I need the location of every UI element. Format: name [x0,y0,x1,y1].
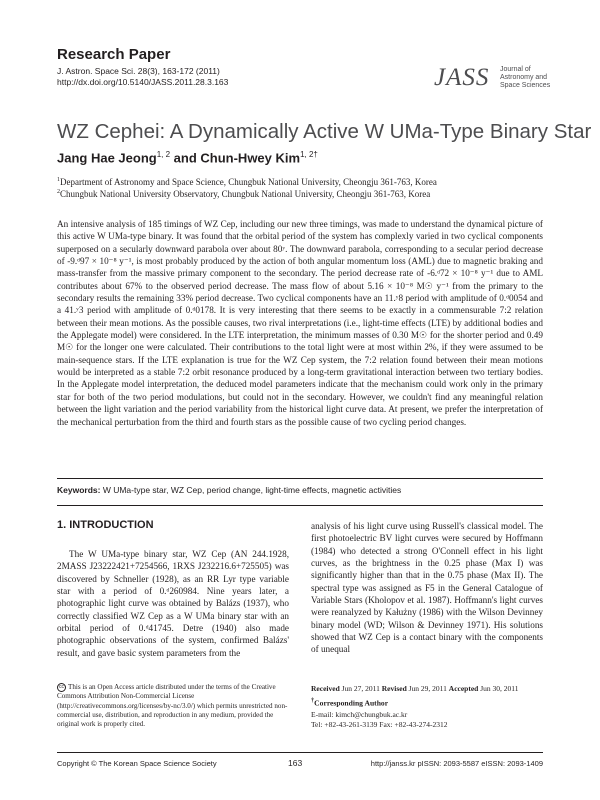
body-column-right: analysis of his light curve using Russell's classical model. The first photoelectric BV light curves were secured by Hoffmann (1984) who detected a strong O'Connell effect in his light curves, as the brightness in the 0.25 phase (Max I) was significantly higher than that in the 0.75 phase (Max II). The spectral type was assigned as F5 in the General Catalogue of Variable Stars (Kholopov et al. 1987). Hoffmann's light curves were reanalyzed by Kałużny (1986) with the Wilson Devinney binary model (WD; Wilson & Devinney 1971). His solutions showed that WZ Cep is a contact binary with the components of unequal [311,521,543,655]
divider [57,478,543,479]
keywords-label: Keywords: [57,485,101,495]
affiliation-mark: 1 [57,177,60,183]
divider [57,752,543,753]
revised-date: Jun 29, 2011 [406,684,449,693]
author-name: Jang Hae Jeong [57,150,157,166]
received-date: Jun 27, 2011 [339,684,382,693]
journal-logo-line: Journal of [500,66,531,73]
author-affiliation-mark: 1, 2 [156,150,171,159]
footer-copyright: Copyright © The Korean Space Science Society [57,759,217,768]
journal-logo [434,64,554,98]
keywords [57,485,401,495]
corresponding-mark: † [311,697,315,704]
accepted-date: Jun 30, 2011 [478,684,519,693]
keywords-list: W UMa-type star, WZ Cep, period change, light-time effects, magnetic activities [100,485,402,495]
license-text: This is an Open Access article distributed under the terms of the Creative Commons Attribution Non-Commercial License (http://creativecommons.org/licenses/by-nc/3.0/) which permits unrestricted non-commercial use, distribution, and reproduction in any medium, provided the original work is properly cited. [57,683,288,728]
accepted-label: Accepted [448,684,479,693]
affiliation-mark: 2 [57,189,60,195]
page-number: 163 [288,758,303,768]
author-phone: Tel: +82-43-261-3139 Fax: +82-43-274-2312 [311,720,448,729]
creative-commons-icon: cc [59,684,64,690]
journal-citation: J. Astron. Space Sci. 28(3), 163-172 (2011) [57,66,220,76]
abstract: An intensive analysis of 185 timings of WZ Cep, including our new three timings, was made to understand the dynamical picture of this active W UMa-type binary. It was found that the orbital period of the system has complexly varied in two cyclical components superposed on a secularly downward parabola over about 80ʸ. The downward parabola, corresponding to a secular period decrease of -9.ᵈ97 × 10⁻⁸ y⁻¹, is most probably produced by the action of both angular momentum loss (AML) due to magnetic braking and mass-transfer from the massive primary component to the secondary. The period decrease rate of -6.ᵈ72 × 10⁻⁸ y⁻¹ due to AML contributes about 67% to the observed period decrease. The mass flow of about 5.16 × 10⁻⁸ M☉ y⁻¹ from the primary to the secondary results the remaining 33% period decrease. Two cyclical components have an 11.ʸ8 period with amplitude of 0.ᵈ0054 and a 41.ʸ3 period with amplitude of 0.ᵈ0178. It is very interesting that there seems to be exactly in a commensurable 7:2 relation between their mean motions. As the possible causes, two rival interpretations (i.e., light-time effects (LTE) by additional bodies and the Applegate model) were considered. In the LTE interpretation, the minimum masses of 0.30 M☉ for the shorter period and 0.49 M☉ for the longer one were calculated. Their contributions to the total light were at most within 2%, if they were assumed to be main-sequence stars. If the LTE explanation is true for the WZ Cep system, the 7:2 relation found between their mean motions would be interpreted as a stable 7:2 orbit resonance produced by a long-term gravitational interaction between two tertiary bodies. In the Applegate model interpretation, the deduced model parameters indicate that the mechanism could work only in the primary star for both of the two period modulations, but could not in the secondary. However, we couldn't find any meaningful relation between the light variation and the period variability from the historical light curve data. At present, we prefer the interpretation of the mechanical perturbation from the third and fourth stars as the possible cause of two cycling period changes. [57,219,543,427]
author-list [57,150,318,165]
author-affiliation-mark: 1, 2† [300,150,318,159]
license-notice [57,683,297,729]
article-type-label: Research Paper [57,46,171,63]
author-name: Chun-Hwey Kim [200,150,301,166]
journal-logo-mark: JASS [434,64,490,91]
journal-logo-text [500,66,550,90]
corresponding-author-heading [311,697,388,708]
affiliation [57,189,430,199]
author-email[interactable]: E-mail: kimch@chungbuk.ac.kr [311,710,408,719]
affiliation-text: Chungbuk National University Observatory, Chungbuk National University, Cheongju 361-763, Korea [60,189,431,199]
author-separator: and [170,150,201,166]
doi-link[interactable]: http://dx.doi.org/10.5140/JASS.2011.28.3.163 [57,77,229,87]
received-label: Received [311,684,340,693]
corresponding-label: Corresponding Author [314,698,389,708]
article-history [311,684,519,693]
divider [57,505,543,506]
journal-logo-line: Astronomy and [500,74,548,81]
footer-issn[interactable]: http://janss.kr pISSN: 2093-5587 eISSN: 2093-1409 [370,759,543,768]
journal-logo-line: Space Sciences [500,82,551,89]
section-heading: 1. INTRODUCTION [57,519,154,531]
affiliation-text: Department of Astronomy and Space Science, Chungbuk National University, Cheongju 361-763, Korea [60,177,437,187]
body-column-left: The W UMa-type binary star, WZ Cep (AN 244.1928, 2MASS J23222421+7254566, 1RXS J232216.6+725505) was discovered by Schneller (1928), as an RR Lyr type variable star with a period of 0.ᵈ260984. Nine years later, a photographic light curve was obtained by Balázs (1937), who correctly classified WZ Cep as a W UMa binary star with an orbital period of 0.ᵈ41745. Detre (1940) also made photographic observations of the system, confirmed Balázs' result, and gave basic system parameters from the [57,549,289,658]
affiliation [57,177,437,187]
revised-label: Revised [381,684,407,693]
paper-title: WZ Cephei: A Dynamically Active W UMa-Type Binary Star [57,120,592,143]
